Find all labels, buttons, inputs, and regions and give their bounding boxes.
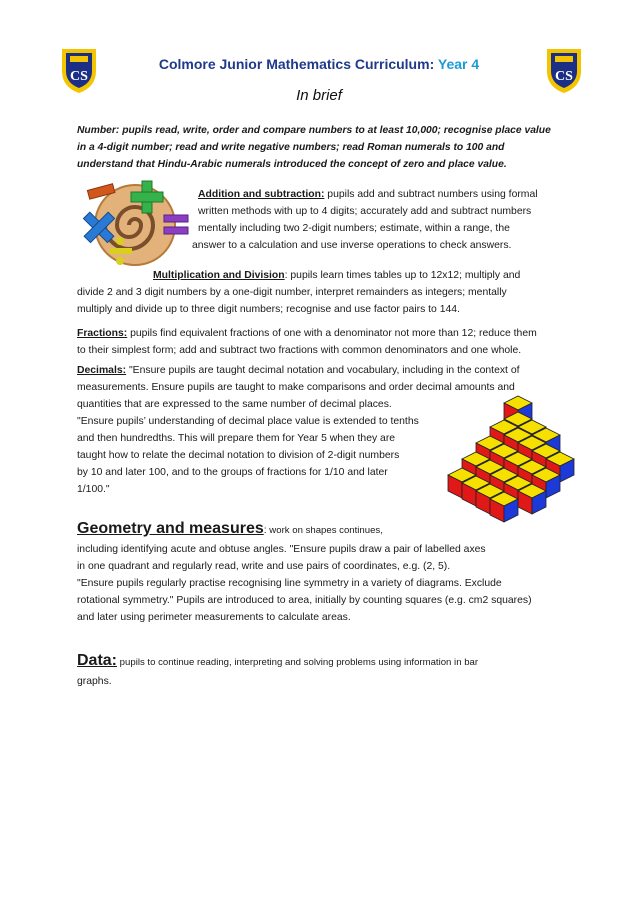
data-heading: Data: [77, 652, 118, 669]
crest-letters: CS [555, 69, 573, 84]
geometry-text: work on shapes continues, [266, 525, 383, 536]
multiplication-section [77, 267, 577, 318]
geometry-line: and later using perimeter measurements to calculate areas. [77, 612, 351, 623]
decimals-line: measurements. Ensure pupils are taught to make comparisons and order decimal amounts and [77, 382, 515, 393]
geometry-line: in one quadrant and regularly read, write and use pairs of coordinates, e.g. (2, 5). [77, 561, 451, 572]
decimals-line [77, 362, 577, 379]
addition-line: answer to a calculation and use inverse operations to check answers. [192, 240, 512, 251]
addition-line: mentally including two 2-digit numbers; estimate, within a range, the [198, 223, 510, 234]
cube-staircase-illustration [440, 388, 575, 528]
intro-line: in a 4-digit number; read and write negative numbers; read Roman numerals to 100 and [77, 142, 505, 153]
title-year: Year 4 [437, 56, 480, 72]
decimals-line: "Ensure pupils’ understanding of decimal place value is extended to tenths [77, 416, 419, 427]
addition-section [192, 186, 578, 254]
geometry-section [77, 518, 587, 626]
math-symbols-illustration [80, 177, 190, 269]
crest-letters: CS [70, 69, 88, 84]
geometry-heading: Geometry and measures [77, 520, 264, 537]
geometry-line: including identifying acute and obtuse angles. "Ensure pupils draw a pair of labelled axes [77, 544, 486, 555]
data-line: graphs. [77, 676, 112, 687]
fractions-text: pupils find equivalent fractions of one with a denominator not more than 12; reduce them [127, 328, 537, 339]
intro-paragraph [77, 122, 567, 173]
addition-line [198, 186, 578, 203]
decimals-line: taught how to relate the decimal notation to division of 2-digit numbers [77, 450, 400, 461]
data-line [77, 650, 587, 673]
title-separator: : [429, 56, 435, 72]
geometry-line [77, 518, 587, 541]
fractions-line: to their simplest form; add and subtract two fractions with common denominators and one whole. [77, 345, 522, 356]
geometry-colon: : [263, 525, 267, 536]
fractions-section [77, 325, 587, 359]
addition-heading: Addition and subtraction: [198, 189, 325, 200]
decimals-line: 1/100." [77, 484, 110, 495]
multiplication-line [153, 267, 577, 284]
data-text: pupils to continue reading, interpreting and solving problems using information in bar [117, 657, 479, 668]
multiplication-colon: : [284, 270, 288, 281]
fractions-heading: Fractions: [77, 328, 128, 339]
geometry-line: "Ensure pupils regularly practise recognising line symmetry in a variety of diagrams. Exclude [77, 578, 502, 589]
intro-line: Number: pupils read, write, order and compare numbers to at least 10,000; recognise place value [77, 125, 551, 136]
decimals-line: by 10 and later 100, and to the groups of fractions for 1/10 and later [77, 467, 388, 478]
multiplication-text: pupils learn times tables up to 12x12; multiply and [287, 270, 521, 281]
geometry-line: rotational symmetry." Pupils are introduced to area, initially by counting squares (e.g. cm2 squares) [77, 595, 532, 606]
decimals-heading: Decimals: [77, 365, 127, 376]
data-section [77, 650, 587, 690]
fractions-line [77, 325, 587, 342]
multiplication-line: divide 2 and 3 digit numbers by a one-digit number, interpret remainders as integers; mentally [77, 287, 507, 298]
multiplication-line: multiply and divide up to three digit numbers; recognise and use factor pairs to 144. [77, 304, 460, 315]
intro-line: understand that Hindu-Arabic numerals introduced the concept of zero and place value. [77, 159, 507, 170]
multiplication-heading: Multiplication and Division [153, 270, 285, 281]
page-title [0, 56, 638, 72]
decimals-line: quantities that are expressed to the same number of decimal places. [77, 399, 392, 410]
page-subtitle: In brief [296, 87, 342, 104]
addition-text: pupils add and subtract numbers using formal [324, 189, 538, 200]
title-main: Colmore Junior Mathematics Curriculum [158, 56, 430, 72]
decimals-line: and then hundredths. This will prepare them for Year 5 when they are [77, 433, 396, 444]
addition-line: written methods with up to 4 digits; accurately add and subtract numbers [198, 206, 532, 217]
decimals-text: "Ensure pupils are taught decimal notation and vocabulary, including in the context of [126, 365, 520, 376]
